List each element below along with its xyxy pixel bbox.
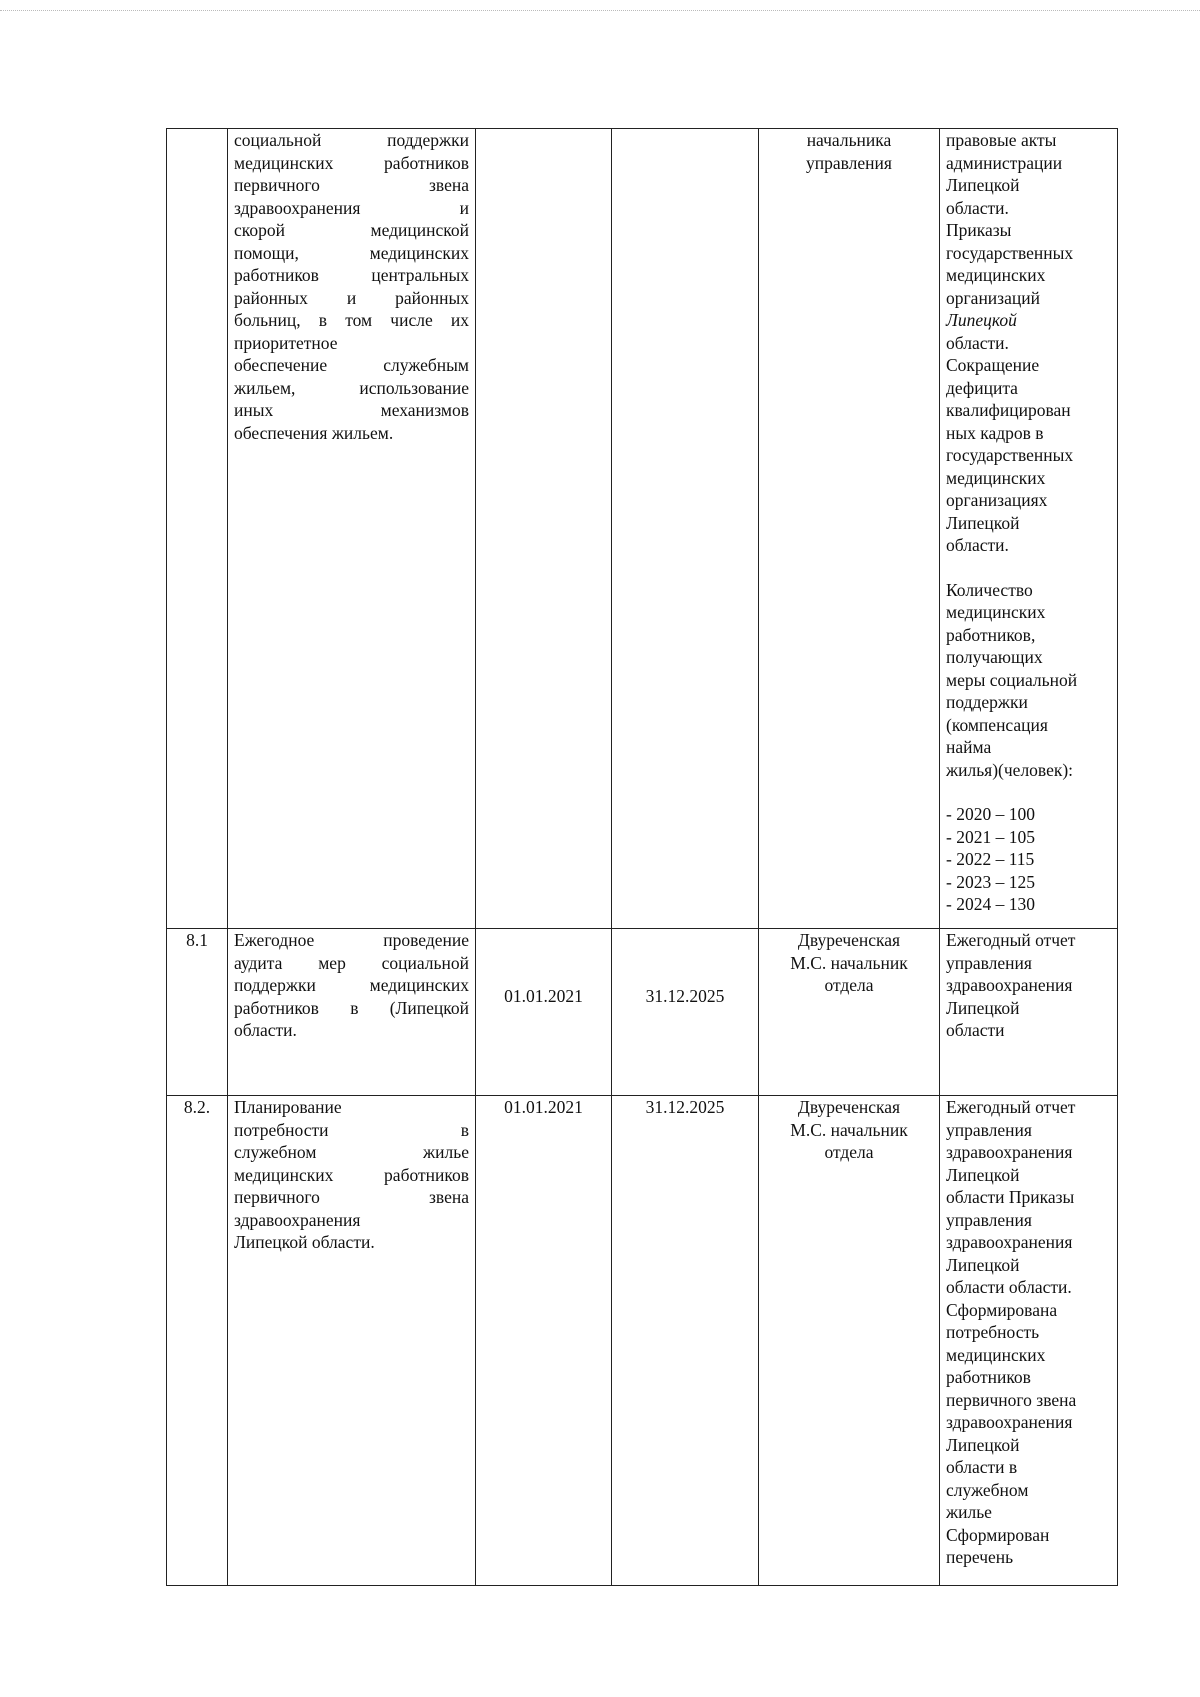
description-line: социальной поддержки bbox=[234, 130, 469, 150]
result-line: области. bbox=[946, 197, 1009, 218]
description-line: скорой медицинской bbox=[234, 220, 469, 240]
result-line: Сформирована bbox=[946, 1299, 1058, 1320]
result-line: квалифицирован bbox=[946, 400, 1071, 420]
result-line: Липецкой bbox=[946, 1164, 1020, 1185]
start-date-value: 01.01.2021 bbox=[504, 986, 583, 1006]
description-line: работников в (Липецкой bbox=[234, 997, 469, 1018]
result-line: работников, bbox=[946, 624, 1036, 645]
result-line: Липецкой bbox=[946, 175, 1020, 195]
description-line: иных механизмов bbox=[234, 400, 469, 420]
description-line: районных и районных bbox=[234, 287, 469, 308]
result-line: здравоохранения bbox=[946, 1412, 1073, 1432]
description-line: обеспечение служебным bbox=[234, 355, 469, 375]
responsible-line: Двуреченская bbox=[797, 1097, 901, 1117]
description-line: медицинских работников bbox=[234, 1164, 469, 1185]
description-line: первичного звена bbox=[234, 1187, 469, 1207]
description-line: больниц, в том числе их bbox=[234, 310, 469, 330]
result-line: управления bbox=[946, 1209, 1032, 1230]
result-gap bbox=[946, 781, 1111, 803]
result-line: получающих bbox=[946, 647, 1043, 667]
result-line: служебном bbox=[946, 1479, 1029, 1500]
row-number-cell: 8.2. bbox=[167, 1096, 228, 1586]
start-date-cell bbox=[476, 129, 612, 929]
result-cell bbox=[940, 1096, 1118, 1586]
result-line: области области. bbox=[946, 1277, 1072, 1297]
result-line: области в bbox=[946, 1457, 1018, 1477]
result-line: Липецкой bbox=[946, 997, 1020, 1018]
responsible-line: отдела bbox=[824, 975, 874, 995]
result-line: Сокращение bbox=[946, 355, 1040, 375]
result-line: Ежегодный отчет bbox=[946, 1097, 1076, 1117]
result-line: государственных bbox=[946, 445, 1074, 465]
description-line: жильем, использование bbox=[234, 377, 469, 398]
result-line: организациях bbox=[946, 490, 1048, 510]
result-line: - 2024 – 130 bbox=[946, 894, 1035, 914]
description-line: медицинских работников bbox=[234, 152, 469, 173]
result-line: области. bbox=[946, 332, 1009, 353]
row-number-cell bbox=[167, 129, 228, 929]
result-line: потребность bbox=[946, 1322, 1040, 1342]
result-line: Липецкой bbox=[946, 512, 1020, 533]
result-line: области bbox=[946, 1020, 1005, 1040]
result-line: перечень bbox=[946, 1547, 1014, 1567]
description-line: помощи, медицинских bbox=[234, 242, 469, 263]
measures-table bbox=[166, 128, 1118, 1586]
result-line: меры социальной bbox=[946, 669, 1078, 690]
result-line: поддержки bbox=[946, 692, 1028, 712]
result-line: - 2021 – 105 bbox=[946, 826, 1035, 847]
result-line: Приказы bbox=[946, 220, 1012, 240]
responsible-line: М.С. начальник bbox=[790, 952, 908, 973]
description-line: Липецкой области. bbox=[234, 1232, 375, 1252]
description-line: Ежегодное проведение bbox=[234, 930, 469, 950]
result-line: правовые акты bbox=[946, 130, 1057, 150]
table-row bbox=[167, 129, 1118, 929]
description-line: первичного звена bbox=[234, 175, 469, 195]
description-line: области. bbox=[234, 1020, 297, 1040]
result-line: - 2023 – 125 bbox=[946, 871, 1035, 892]
description-line: работников центральных bbox=[234, 265, 469, 285]
result-line: Липецкой bbox=[946, 1254, 1020, 1275]
start-date-cell bbox=[476, 929, 612, 1096]
description-line: здравоохранения и bbox=[234, 197, 469, 218]
result-line: медицинских bbox=[946, 1344, 1046, 1365]
result-line: - 2020 – 100 bbox=[946, 804, 1035, 824]
description-line: потребности в bbox=[234, 1119, 469, 1140]
result-line: здравоохранения bbox=[946, 1142, 1073, 1162]
result-line: области Приказы bbox=[946, 1187, 1075, 1207]
result-line: управления bbox=[946, 952, 1032, 973]
result-line: Липецкой bbox=[946, 1434, 1020, 1455]
end-date-cell: 31.12.2025 bbox=[612, 1096, 759, 1586]
row-number-cell: 8.1 bbox=[167, 929, 228, 1096]
description-cell bbox=[228, 1096, 476, 1586]
responsible-line: отдела bbox=[824, 1142, 874, 1162]
result-line: медицинских bbox=[946, 467, 1046, 488]
responsible-line: Двуреченская bbox=[797, 930, 901, 950]
responsible-line: М.С. начальник bbox=[790, 1119, 908, 1140]
result-line: организаций bbox=[946, 287, 1040, 308]
responsible-cell bbox=[759, 1096, 940, 1586]
result-line: государственных bbox=[946, 242, 1074, 263]
result-line: найма bbox=[946, 737, 992, 757]
result-line: здравоохранения bbox=[946, 975, 1073, 995]
result-line: медицинских bbox=[946, 265, 1046, 285]
description-cell bbox=[228, 929, 476, 1096]
result-line: (компенсация bbox=[946, 714, 1048, 735]
result-line: ных кадров в bbox=[946, 422, 1044, 443]
responsible-cell bbox=[759, 129, 940, 929]
end-date-cell bbox=[612, 929, 759, 1096]
description-cell bbox=[228, 129, 476, 929]
result-gap bbox=[946, 557, 1111, 579]
responsible-line: управления bbox=[806, 152, 892, 173]
responsible-cell bbox=[759, 929, 940, 1096]
result-line: жилье bbox=[946, 1502, 992, 1522]
result-line: администрации bbox=[946, 152, 1063, 173]
table-row bbox=[167, 929, 1118, 1096]
description-line: здравоохранения bbox=[234, 1209, 361, 1230]
description-line: поддержки медицинских bbox=[234, 975, 469, 995]
description-line: Планирование bbox=[234, 1097, 342, 1117]
result-line: Липецкой bbox=[946, 310, 1017, 330]
description-line: аудита мер социальной bbox=[234, 952, 469, 973]
result-line: области. bbox=[946, 535, 1009, 555]
description-line: обеспечения жильем. bbox=[234, 422, 394, 443]
result-line: жилья)(человек): bbox=[946, 759, 1074, 780]
top-edge-rule bbox=[0, 10, 1200, 11]
result-cell bbox=[940, 929, 1118, 1096]
result-line: - 2022 – 115 bbox=[946, 849, 1035, 869]
result-cell bbox=[940, 129, 1118, 929]
result-line: работников bbox=[946, 1367, 1031, 1387]
end-date-value: 31.12.2025 bbox=[645, 986, 725, 1006]
result-line: дефицита bbox=[946, 377, 1018, 398]
result-line: Количество bbox=[946, 579, 1033, 600]
result-line: Сформирован bbox=[946, 1524, 1050, 1545]
result-line: здравоохранения bbox=[946, 1232, 1073, 1252]
end-date-cell bbox=[612, 129, 759, 929]
result-line: Ежегодный отчет bbox=[946, 930, 1076, 950]
description-line: приоритетное bbox=[234, 332, 338, 353]
result-line: первичного звена bbox=[946, 1389, 1077, 1410]
start-date-cell: 01.01.2021 bbox=[476, 1096, 612, 1586]
result-line: медицинских bbox=[946, 602, 1046, 622]
responsible-line: начальника bbox=[806, 130, 892, 150]
result-line: управления bbox=[946, 1119, 1032, 1140]
description-line: служебном жилье bbox=[234, 1142, 469, 1162]
table-row bbox=[167, 1096, 1118, 1586]
